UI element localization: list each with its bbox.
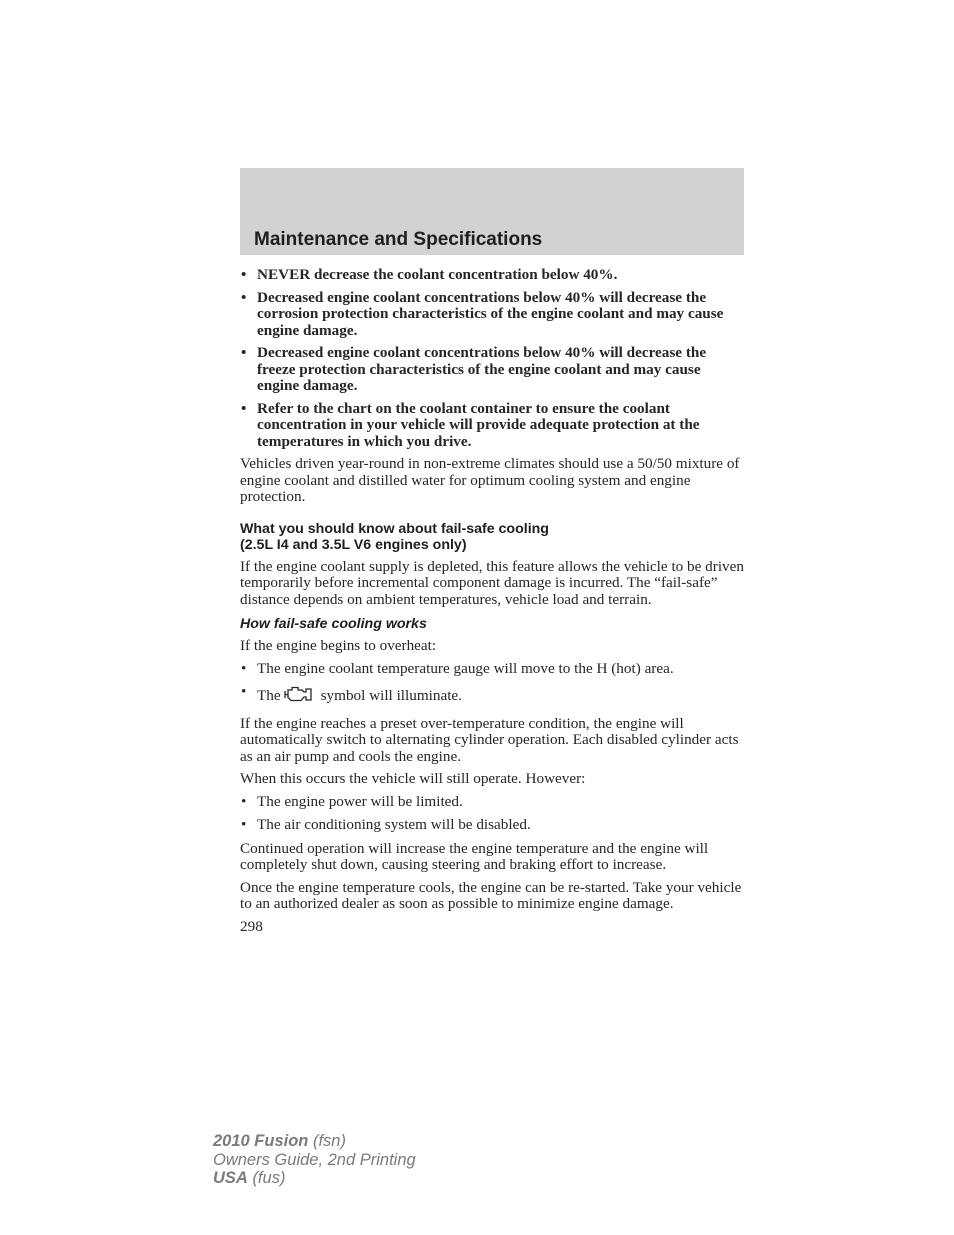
paragraph-failsafe: If the engine coolant supply is depleted, this feature allows the vehicle to be driven temporarily before incremental component damage is incurred. The “fail-safe” distance depends on ambient temperatures, vehicle load and terrain. xyxy=(240,557,744,608)
paragraph-operate: When this occurs the vehicle will still operate. However: xyxy=(240,770,586,787)
list-item: • Refer to the chart on the coolant container to ensure the coolant concentration in your vehicle will provide adequate protection at the temperatures in which you drive. xyxy=(241,399,700,450)
bullet-icon: • xyxy=(241,266,247,283)
bullet-icon: • xyxy=(241,792,247,810)
subheading: How fail-safe cooling works xyxy=(240,616,427,632)
paragraph-restart: Once the engine temperature cools, the engine can be re-started. Take your vehicle to an authorized dealer as soon as possible to minimize engine damage. xyxy=(240,878,742,912)
list-item: • NEVER decrease the coolant concentration below 40%. xyxy=(241,266,618,283)
paragraph-overheat: If the engine begins to overheat: xyxy=(240,637,437,654)
limit-list xyxy=(240,794,746,834)
bullet-icon: • xyxy=(241,344,247,361)
bullet-icon: • xyxy=(241,683,247,700)
list-item: • The engine coolant temperature gauge will move to the H (hot) area. xyxy=(241,659,674,677)
list-item: • The symbol will illuminate. xyxy=(240,684,746,709)
footer-line-1: 2010 Fusion (fsn) xyxy=(213,1132,346,1150)
list-item: • Decreased engine coolant concentrations below 40% will decrease the corrosion protection characteristics of the engine coolant and may cause engine damage. xyxy=(241,288,724,339)
paragraph-overtemp: If the engine reaches a preset over-temperature condition, the engine will automatically switch to alternating cylinder operation. Each disabled cylinder acts as an air pump and cools the engine. xyxy=(240,714,739,765)
list-item: • Decreased engine coolant concentrations below 40% will decrease the freeze protection characteristics of the engine coolant and may cause engine damage. xyxy=(241,344,707,394)
section-heading: What you should know about fail-safe cooling (2.5L I4 and 3.5L V6 engines only) xyxy=(240,520,549,553)
document-footer xyxy=(213,1132,416,1188)
section-header xyxy=(240,168,744,255)
paragraph-mixture: Vehicles driven year-round in non-extreme climates should use a 50/50 mixture of engine coolant and distilled water for optimum cooling system and engine protection. xyxy=(240,455,740,505)
page-number: 298 xyxy=(240,917,263,935)
warning-list xyxy=(240,267,746,450)
paragraph-continued: Continued operation will increase the engine temperature and the engine will completely shut down, causing steering and braking effort to increase. xyxy=(240,839,709,873)
bullet-icon: • xyxy=(241,288,247,306)
section-title: Maintenance and Specifications xyxy=(254,229,543,250)
bullet-icon: • xyxy=(241,659,247,677)
page-content xyxy=(240,267,746,941)
engine-warning-icon xyxy=(283,684,313,709)
footer-line-2: Owners Guide, 2nd Printing xyxy=(213,1150,416,1169)
list-item: • The engine power will be limited. xyxy=(241,792,463,810)
bullet-icon: • xyxy=(241,816,247,833)
bullet-icon: • xyxy=(241,399,247,417)
overheat-list xyxy=(240,661,746,709)
footer-line-3: USA (fus) xyxy=(213,1169,286,1187)
list-item: • The air conditioning system will be disabled. xyxy=(241,816,531,833)
